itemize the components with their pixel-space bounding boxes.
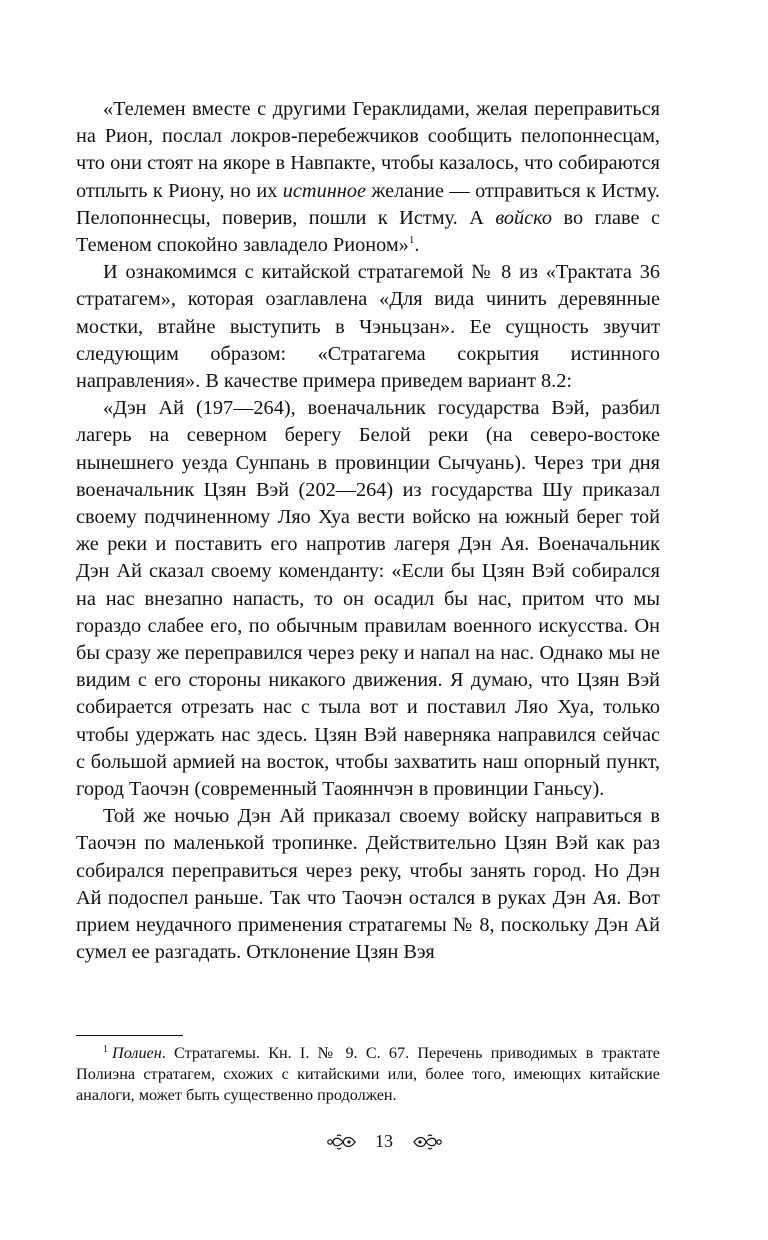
footnote-reference[interactable]: 1 (408, 234, 415, 247)
paragraph-1: «Телемен вместе с другими Гераклидами, желая переправиться на Рион, послал локров-перебежчиков сообщить пелопоннесцам, что они стоят на якоре в Навпакте, чтобы казалось, что собираются отплыть к Риону, но их истинное желание — отправиться к Истму. Пелопоннесцы, поверив, пошли к Истму. А войско во главе с Теменом спокойно завладело Рионом»$^1$. (76, 98, 661, 257)
italic-word: войско (495, 206, 553, 229)
ornament-left-icon (325, 1133, 357, 1151)
page-number: 13 (375, 1131, 393, 1152)
italic-word: истинное (282, 179, 366, 202)
footnote-text: . Стратагемы. Кн. I. № 9. С. 67. Перечень приводимых в трактате Полиэна стратагем, схожих с китайскими или, более того, имеющих китайские аналоги, может быть существенно продолжен. (76, 1044, 660, 1104)
ornament-right-icon (412, 1133, 444, 1151)
paragraph-2: И ознакомимся с китайской стратагемой № 8 из «Трактата 36 стратагем», которая озаглавлена «Для вида чинить деревянные мостки, втайне выступить в Чэньцзан». Ее сущность звучит следующим образом: «Стратагема сокрытия истинного направления». В качестве примера приведем вариант 8.2: (76, 261, 660, 393)
page-footer (0, 1130, 768, 1152)
footnote-divider (76, 1035, 183, 1036)
main-text (76, 96, 660, 967)
paragraph-4: Той же ночью Дэн Ай приказал своему войску направиться в Таочэн по маленькой тропинке. Действительно Цзян Вэй как раз собирался переправиться через реку, чтобы занять город. Но Дэн Ай подоспел раньше. Так что Таочэн остался в руках Дэн Ая. Вот прием неудачного применения стратагемы № 8, поскольку Дэн Ай сумел ее разгадать. Отклонение Цзян Вэя (76, 805, 660, 964)
paragraph-3: «Дэн Ай (197—264), военачальник государства Вэй, разбил лагерь на северном берегу Белой реки (на северо-востоке нынешнего уезда Сунпань в провинции Сычуань). Через три дня военачальник Цзян Вэй (202—264) из государства Шу приказал своему подчиненному Ляо Хуа вести войско на южный берег той же реки и поставить его напротив лагеря Дэн Ая. Военачальник Дэн Ай сказал своему коменданту: «Если бы Цзян Вэй собирался на нас внезапно напасть, то он осадил бы нас, притом что мы гораздо слабее его, по обычным правилам военного искусства. Он бы сразу же переправился через реку и напал на нас. Однако мы не видим с его стороны никакого движения. Я думаю, что Цзян Вэй собирается отрезать нас с тыла вот и поставил Ляо Хуа, только чтобы удержать нас здесь. Цзян Вэй наверняка направился сейчас с большой армией на восток, чтобы захватить наш опорный пункт, город Таочэн (современный Таояннчэн в провинции Ганьсу). (76, 397, 660, 801)
footnote-marker: 1 (103, 1043, 108, 1055)
footnote (76, 1043, 660, 1106)
footnote-author: Полиен (112, 1044, 162, 1062)
